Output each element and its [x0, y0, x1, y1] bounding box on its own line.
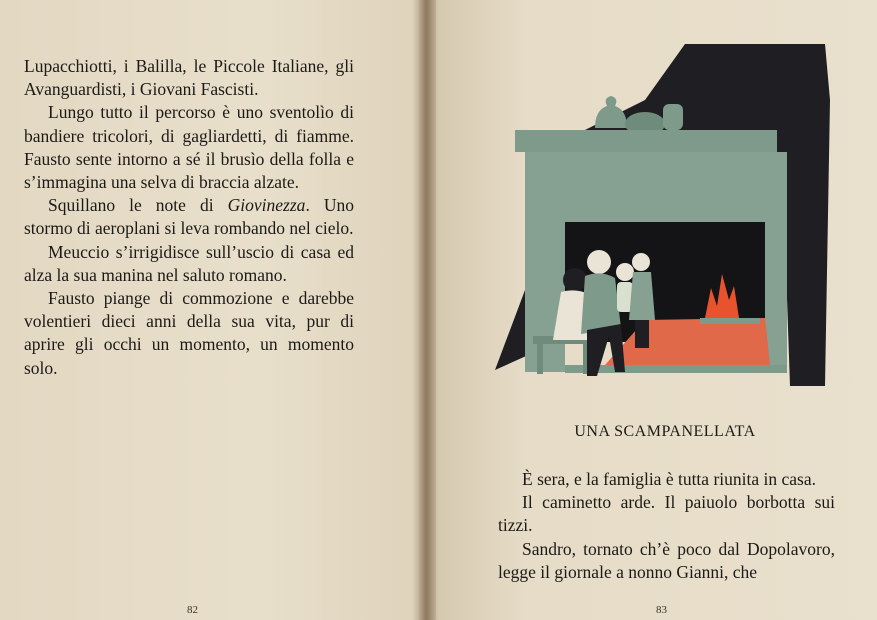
pot-icon [595, 96, 627, 128]
small-child-head [616, 263, 634, 281]
paragraph: Meuccio s’irrigidisce sull’uscio di casa ed alza la sua manina nel saluto romano. [24, 241, 354, 285]
paragraph-text: . Uno stormo di aeroplani si leva rombando nel cielo. [24, 195, 354, 239]
mantel-body [525, 152, 775, 222]
paragraph-text: Squillano le note di [48, 195, 228, 216]
page-number: 82 [187, 604, 198, 616]
grandfather-body [581, 273, 621, 334]
jar-icon [663, 104, 683, 130]
child-head [563, 268, 587, 292]
left-page [0, 0, 425, 620]
paragraph: Lungo tutto il percorso è uno sventolìo di bandiere tricolori, di gagliardetti, di fiamme. Fausto sente intorno a sé il brusìo della folla e s’immagina una selva di braccia alzate. [24, 102, 354, 193]
fireplace-pillar [765, 152, 787, 372]
chapter-title: UNA SCAMPANELLATA [574, 423, 756, 440]
paragraph: È sera, e la famiglia è tutta riunita in casa. [522, 469, 816, 489]
fireplace-pillar [525, 222, 565, 372]
page-number: 83 [656, 604, 667, 616]
left-page-text [24, 55, 354, 380]
standing-child-legs [635, 320, 649, 348]
paragraph: Fausto piange di commozione e darebbe volentieri dieci anni della sua vita, pur di aprire gli occhi un momento, un momento solo. [24, 288, 354, 378]
grandfather-head [587, 250, 611, 274]
song-title: Giovinezza [227, 195, 306, 216]
paragraph: Sandro, tornato ch’è poco dal Dopolavoro, legge il giornale a nonno Gianni, che [498, 538, 835, 582]
mantel-shelf [515, 130, 777, 152]
fireplace-illustration [495, 40, 835, 390]
standing-child-body [629, 272, 655, 320]
paragraph: Lupacchiotti, i Balilla, le Piccole Italiane, gli Avanguardisti, i Giovani Fascisti. [24, 56, 354, 100]
standing-child-head [632, 253, 650, 271]
bench-leg [537, 344, 543, 374]
right-page [430, 0, 877, 620]
andiron [700, 318, 760, 324]
paragraph [24, 194, 354, 240]
right-page-text [498, 468, 835, 584]
paragraph: Il caminetto arde. Il paiuolo borbotta sui tizzi. [498, 492, 835, 536]
